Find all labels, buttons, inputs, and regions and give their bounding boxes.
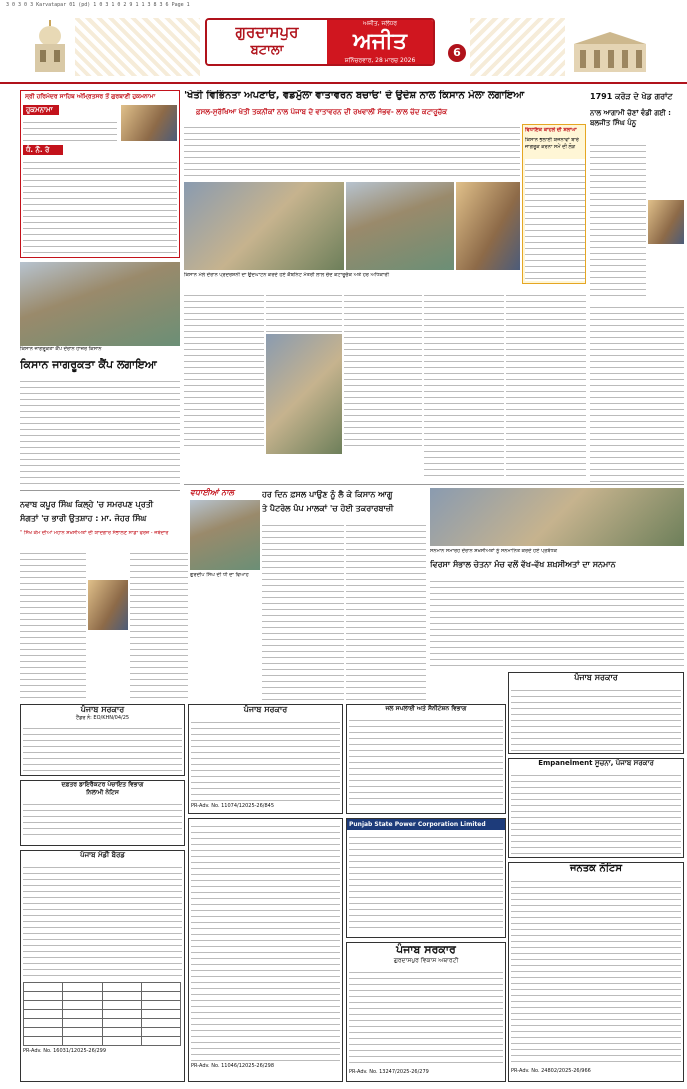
golden-temple-photo [121,105,177,141]
story2-text [20,548,86,700]
main-story-col-3 [344,290,422,450]
ad-right-notice [508,672,684,754]
heritage-building-illustration [570,28,650,74]
main-story-col-1 [184,290,264,450]
ad-body [23,723,182,771]
main-story-col-5 [506,290,586,480]
ad-tender-large [188,818,343,1082]
main-subheadline: ਫ਼ਸਲ-ਸੁਰੱਖਿਆ ਖੇਤੀ ਤਕਨੀਕਾਂ ਨਾਲ ਪੰਜਾਬ ਦੇ ਵਾਤਾਵਰਨ ਦੀ ਰਖਵਾਲੀ ਸੰਭਵ- ਲਾਲ ਚੰਦ ਕਟਾਰੂਚੱਕ [196,108,448,116]
ad-public-notice [508,862,684,1082]
ad-power-corp [346,818,506,938]
congrats-tag: ਵਧਾਈਆਂ ਨਾਲ [190,488,234,497]
ad-right-body [511,685,681,751]
masthead-pattern-right [470,18,565,76]
print-info-strip: 3 0 3 0 3 Karvatapar 01 (pd) 1 0 3 1 0 2 9 1 1 3 8 3 6 Page 1 [6,2,190,8]
right-story-text-2 [590,302,684,482]
ad-mandi-pr-number: PR-Adv. No. 16031/12025-26/299 [23,1048,107,1054]
story3-headline-2: ਤੇ ਪੈਟਰੋਲ ਪੰਪ ਮਾਲਕਾਂ 'ਚ ਹੋਈ ਤਕਰਾਰਬਾਜ਼ੀ [262,504,394,513]
highlight-text: ਕਿਸਾਨ ਭਲਾਈ ਯੋਜਨਾਵਾਂ ਬਾਰੇ ਜਾਗਰੂਕ ਕਰਨਾ ਸਮੇਂ ਦੀ ਲੋੜ [525,137,579,150]
ad-empanelment-body [511,770,681,854]
ad-title: ਪੰਜਾਬ ਸਰਕਾਰ [80,705,125,714]
crowd-photo [266,334,342,454]
page-number: 6 [448,44,466,62]
ad-jal-body [349,715,503,809]
main-story-col-4 [424,290,504,480]
main-photo-2 [346,182,454,270]
ad-public-pr-number: PR-Adv. No. 24802/2025-26/966 [511,1068,591,1074]
ad-jal-supply [346,704,506,814]
ad-big-body [349,967,503,1067]
story3-text-1 [262,520,344,700]
logo-city-block [207,20,327,64]
ad-public-body [511,876,681,1066]
ad-center-notice [188,704,343,814]
ad-big-sub: ਗੁਰਦਾਸਪੁਰ ਵਿਕਾਸ ਅਥਾਰਟੀ [393,957,459,964]
ad-public-title: ਜਨਤਕ ਨੋਟਿਸ [569,863,623,874]
main-photo-caption: ਕਿਸਾਨ ਮੇਲੇ ਦੌਰਾਨ ਪ੍ਰਦਰਸ਼ਨੀ ਦਾ ਉਦਘਾਟਨ ਕਰਦੇ ਹੋਏ ਕੈਬਨਿਟ ਮੰਤਰੀ ਲਾਲ ਚੰਦ ਕਟਾਰੂਚੱਕ ਅਤੇ ਹੋਰ ਅਧਿਕਾਰੀ [184,272,389,278]
ad-center-title: ਪੰਜਾਬ ਸਰਕਾਰ [243,705,288,714]
ad-mandi-title: ਪੰਜਾਬ ਮੰਡੀ ਬੋਰਡ [80,851,125,859]
hukamnama-banner: ਸ੍ਰੀ ਹਰਿਮੰਦਰ ਸਾਹਿਬ ਅੰਮ੍ਰਿਤਸਰ ਤੋਂ ਗੁਰਬਾਣੀ ਹੁਕਮਨਾਮਾ [25,93,156,100]
ad-office-notice [20,780,185,846]
camp-photo [20,262,180,346]
award-photo [430,488,684,546]
right-story-text [590,140,646,300]
hukamnama-body-text [23,157,177,255]
section-tag: ਧੰ. ਨੌ. ਰੇ [23,145,63,155]
highlight-box [522,124,586,284]
camp-photo-caption: ਕਿਸਾਨ ਜਾਗਰੂਕਤਾ ਕੈਂਪ ਦੌਰਾਨ ਹਾਜ਼ਰ ਕਿਸਾਨ [20,346,102,352]
logo-name-block [327,20,433,64]
logo-city-2: ਬਟਾਲਾ [250,43,284,58]
ad-office-title: ਦਫ਼ਤਰ ਡਾਇਰੈਕਟਰ ਪੰਚਾਇਤ ਵਿਭਾਗ [61,781,144,788]
logo-sub-label: ਅਜੀਤ, ਜਲੰਧਰ [362,20,397,27]
newspaper-logo [205,18,435,66]
logo-city-1: ਗੁਰਦਾਸਪੁਰ [235,23,299,41]
story4-text [430,576,684,668]
ad-power-title: Punjab State Power Corporation Limited [347,819,505,830]
ad-tender-body [191,821,340,1061]
ad-center-body [191,717,340,801]
hukamnama-text [23,117,117,143]
ad-center-pr-number: PR-Adv. No. 11074/12025-26/845 [191,803,275,809]
camp-headline: ਕਿਸਾਨ ਜਾਗਰੂਕਤਾ ਕੈਂਪ ਲਗਾਇਆ [20,358,157,371]
ad-empanelment [508,758,684,858]
ad-power-body [349,832,503,932]
story2-subheadline: " ਸਿੱਖ ਕੌਮ ਦੀਆਂ ਮਹਾਨ ਸ਼ਖ਼ਸੀਅਤਾਂ ਦੀ ਯਾਦਗਾਰ ਸੰਭਾਲਣ ਸਾਡਾ ਫਰਜ਼ - ਜਥੇਦਾਰ [20,530,169,536]
story2-headline-1: ਨਵਾਬ ਕਪੂਰ ਸਿੰਘ ਕਿਲ੍ਹੇ 'ਚ ਸਮਰਪਣ ਪ੍ਰਤੀ [20,500,154,509]
ad-punjab-sarkar-1 [20,704,185,776]
story2-headline-2: ਸੰਗਤਾਂ 'ਚ ਭਾਰੀ ਉਤਸ਼ਾਹ : ਮਾ. ਜੋਹਰ ਸਿੰਘ [20,514,147,523]
ad-mandi-board [20,850,185,1082]
highlight-body [525,159,585,281]
right-headline-1: 1791 ਕਰੋੜ ਦੇ ਖੇਡ ਗਰਾਂਟ [590,92,673,101]
award-caption: ਸਨਮਾਨ ਸਮਾਰੋਹ ਦੌਰਾਨ ਸ਼ਖ਼ਸੀਅਤਾਂ ਨੂੰ ਸਨਮਾਨਿਤ ਕਰਦੇ ਹੋਏ ਪ੍ਰਬੰਧਕ [430,548,558,554]
ad-right-title: ਪੰਜਾਬ ਸਰਕਾਰ [574,673,618,682]
ad-office-body [23,799,182,839]
masthead-pattern-left [75,18,200,76]
ad-big-pr-number: PR-Adv. No. 13247/2025-26/279 [349,1069,429,1075]
story3-text-2 [346,520,426,700]
main-story-text [184,122,520,180]
story2-text-2 [130,548,188,700]
wedding-caption: ਗੁਰਦੀਪ ਸਿੰਘ ਦੀ ਧੀ ਦਾ ਵਿਆਹ [190,572,249,578]
main-photo-1 [184,182,344,270]
story4-headline: ਵਿਰਸਾ ਸੰਭਾਲ ਚੇਤਨਾ ਮੰਚ ਵਲੋਂ ਵੱਖ-ਵੱਖ ਸ਼ਖ਼ਸੀਅਤਾਂ ਦਾ ਸਨਮਾਨ [430,560,616,569]
logo-paper-name: ਅਜੀਤ [353,29,407,54]
ad-tender-pr-number: PR-Adv. No. 11046/12025-26/298 [191,1063,275,1069]
ad-mandi-body [23,862,182,980]
right-headline-2: ਨਾਲ ਆਗਾਮੀ ਚੋਣਾਂ ਵੰਡੀ ਗਈ : ਬਲਜੀਤ ਸਿੰਘ ਪੰਨੂ [590,109,671,127]
highlight-title: ਵਿਧਾਇਕ ਕਾਹਲੋਂ ਦੀ ਸ਼ਲਾਘਾ [525,127,577,133]
ad-office-sub: ਨਿਲਾਮੀ ਨੋਟਿਸ [86,789,119,796]
left-divider [20,490,180,491]
hukamnama-box [20,90,180,258]
politician-portrait [648,200,684,244]
ad-mandi-table [23,982,181,1046]
masthead-rule [0,82,687,84]
ad-punjab-sarkar-big [346,942,506,1082]
ad-jal-title: ਜਲ ਸਪਲਾਈ ਅਤੇ ਸੈਨੀਟੇਸ਼ਨ ਵਿਭਾਗ [385,705,467,712]
issue-date: ਸ਼ਨਿੱਚਰਵਾਰ, 28 ਮਾਰਚ 2026 [344,57,416,64]
ad-big-title: ਪੰਜਾਬ ਸਰਕਾਰ [396,943,456,956]
dome-illustration [30,18,70,76]
main-photo-3 [456,182,520,270]
main-story-col-2 [266,290,342,332]
main-headline: 'ਖੇਤੀ ਵਿਭਿੰਨਤਾ ਅਪਣਾਓ, ਵਡਮੁੱਲਾ ਵਾਤਾਵਰਨ ਬਚਾਓ' ਦੇ ਉਦੇਸ਼ ਨਾਲ ਕਿਸਾਨ ਮੇਲਾ ਲਗਾਇਆ [184,90,525,101]
story3-headline-1: ਹਰ ਦਿਨ ਫ਼ਸਲ ਪਾਉਣ ਨੂੰ ਲੈ ਕੇ ਕਿਸਾਨ ਆਗੂ [262,490,393,499]
hukamnama-tag: ਹੁਕਮਨਾਮਾ [23,105,59,115]
story2-portrait [88,580,128,630]
ad-tender-number: ਟੈਂਡਰ ਨੰ: EO/KHN/04/25 [75,715,130,721]
middle-divider [184,484,684,485]
wedding-photo [190,500,260,570]
ad-empanelment-title: Empanelment ਸੂਚਨਾ, ਪੰਜਾਬ ਸਰਕਾਰ [538,759,654,767]
camp-story-text [20,376,180,486]
